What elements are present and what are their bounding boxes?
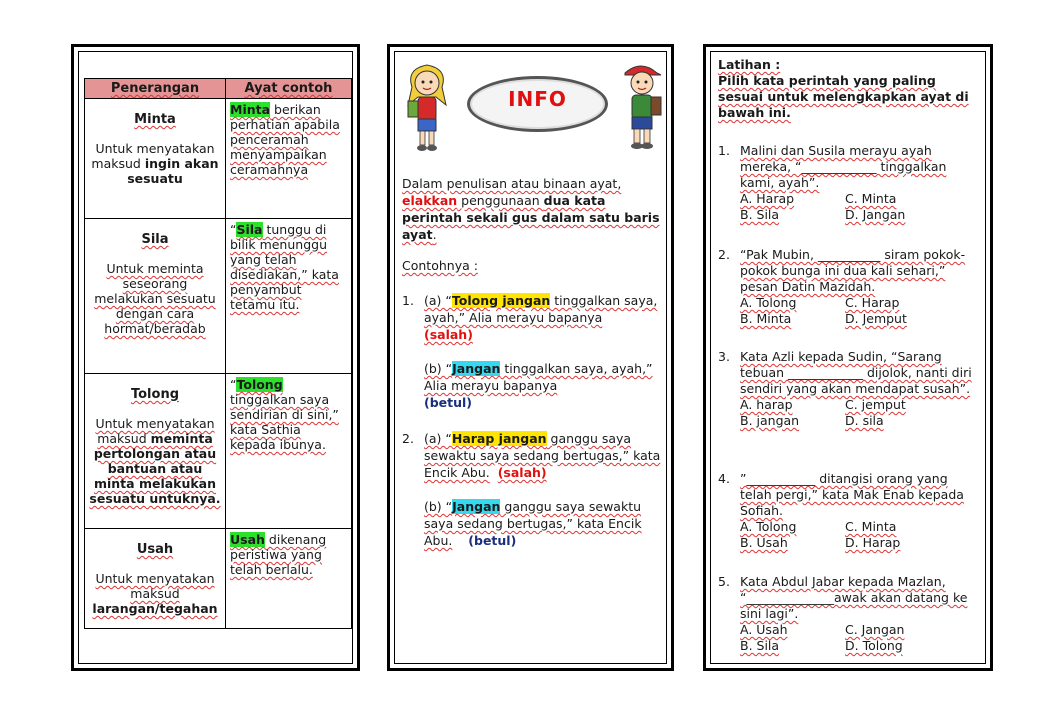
correct-phrase: Jangan [452, 499, 501, 514]
betul-tag: (betul) [424, 395, 473, 410]
question-2: 2. “Pak Mubin, __________ siram pokok-pokok bunga ini dua kali sehari,” pesan Datin Mazidah. A. Tolong C. Harap B. Minta D. Jemput [718, 247, 966, 326]
row-desc-bold: ingin akan sesuatu [127, 156, 219, 186]
header-penerangan: Penerangan [85, 79, 226, 99]
intro-paragraph: Dalam penulisan atau binaan ayat, elakkan penggunaan dua kata perintah sekali gus dalam satu baris ayat. [402, 176, 660, 242]
option: A. harap [740, 397, 793, 412]
option: A. Tolong [740, 519, 797, 534]
row-word: Sila [141, 232, 169, 247]
salah-tag: (salah) [497, 465, 547, 480]
boy-illustration [615, 55, 667, 153]
option: D. Tolong [845, 638, 903, 653]
row-desc: Untuk menyatakan maksud [95, 416, 215, 446]
example-highlight: Usah [230, 532, 265, 547]
row-desc-bold: larangan/tegahan [92, 601, 218, 616]
option: D. sila [845, 413, 884, 428]
row-desc: Untuk menyatakan maksud [95, 571, 215, 601]
panel-explanation-table [71, 44, 360, 671]
exercise-instruction: Pilih kata perintah yang paling sesuai untuk melengkapkan ayat di bawah ini. [718, 73, 969, 120]
header-ayat-contoh: Ayat contoh [226, 79, 352, 99]
option: C. Harap [845, 295, 900, 310]
example-highlight: Minta [230, 102, 271, 117]
example-2: 2. (a) “Harap jangan ganggu saya sewaktu saya sedang bertugas,” kata Encik Abu. (salah) (b) “Jangan ganggu saya sewaktu saya sedang bertugas,” kata Encik Abu. (betul) [402, 431, 661, 548]
betul-tag: (betul) [468, 533, 517, 548]
wrong-phrase: Tolong jangan [451, 293, 551, 308]
row-desc: Untuk menyatakan maksud [91, 141, 215, 171]
option: C. jemput [845, 397, 906, 412]
wrong-phrase: Harap jangan [451, 431, 547, 446]
option: C. Minta [845, 519, 897, 534]
example-highlight: Tolong [236, 377, 283, 392]
option: B. Sila [740, 207, 780, 222]
contoh-label: Contohnya : [402, 258, 478, 273]
option: C. Jangan [845, 622, 905, 637]
option: B. jangan [740, 413, 800, 428]
question-4: 4. ”___________ ditangisi orang yang telah pergi,” kata Mak Enab kepada Sofiah. A. Tolong C. Minta B. Usah D. Harap [718, 471, 964, 550]
row-word: Usah [136, 542, 174, 557]
table-row: Tolong Untuk menyatakan maksud meminta pertolongan atau bantuan atau minta melakukan sesuatu untuknya. “Tolong tinggalkan saya sendirian di sini,” kata Sathia kepada ibunya. [85, 374, 352, 529]
elakkan-word: elakkan [402, 193, 458, 208]
info-badge: INFO [467, 76, 608, 132]
row-word: Minta [134, 112, 176, 127]
option: A. Harap [740, 191, 795, 206]
example-text: tunggu di bilik menunggu yang telah disediakan,” kata penyambut tetamu itu. [230, 222, 339, 312]
table-row [85, 529, 352, 629]
panel-exercise [703, 44, 993, 671]
option: A. Tolong [740, 295, 797, 310]
panel-info [387, 44, 674, 671]
girl-illustration [402, 59, 452, 154]
example-text: berikan perhatian apabila penceramah menyampaikan ceramahnya [230, 102, 340, 177]
question-5: 5. Kata Abdul Jabar kepada Mazlan, “______________awak akan datang ke sini lagi”. A. Usah C. Jangan B. Sila D. Tolong [718, 574, 968, 653]
exercise-title: Latihan : [718, 57, 781, 72]
row-desc: Untuk meminta seseorang melakukan sesuatu dengan cara hormat/beradab [94, 261, 216, 336]
example-1: 1. (a) “Tolong jangan tinggalkan saya, ayah,” Alia merayu bapanya (salah) (b) “Jangan tinggalkan saya, ayah,” Alia merayu bapanya (betul) [402, 293, 658, 410]
option: C. Minta [845, 191, 897, 206]
option: D. Jemput [845, 311, 907, 326]
row-word: Tolong [130, 387, 180, 402]
question-1: 1. Malini dan Susila merayu ayah mereka, “____________ tinggalkan kami, ayah”. A. Harap C. Minta B. Sila D. Jangan [718, 143, 980, 223]
correct-phrase: Jangan [452, 361, 501, 376]
table-row: Sila Untuk meminta seseorang melakukan sesuatu dengan cara hormat/beradab “Sila tunggu di bilik menunggu yang telah disediakan,” kata penyambut tetamu itu. [85, 219, 352, 374]
table-row [85, 99, 352, 219]
option: A. Usah [740, 622, 788, 637]
option: B. Sila [740, 638, 780, 653]
option: B. Minta [740, 311, 792, 326]
option: D. Harap [845, 535, 901, 550]
row-desc-bold: meminta pertolongan atau bantuan atau minta melakukan sesuatu untuknya. [89, 431, 221, 506]
example-text: tinggalkan saya sendirian di sini,” kata Sathia kepada ibunya. [230, 392, 339, 452]
kata-perintah-table [84, 78, 352, 629]
salah-tag: (salah) [424, 327, 473, 342]
option: D. Jangan [845, 207, 906, 222]
question-3: 3. Kata Azli kepada Sudin, “Sarang tebuan ____________ dijolok, nanti diri sendiri yang akan mendapat susah”. A. harap C. jemput B. jangan D. sila [718, 349, 972, 428]
example-text: dikenang peristiwa yang telah berlalu. [230, 532, 327, 577]
option: B. Usah [740, 535, 788, 550]
example-highlight: Sila [236, 222, 263, 237]
